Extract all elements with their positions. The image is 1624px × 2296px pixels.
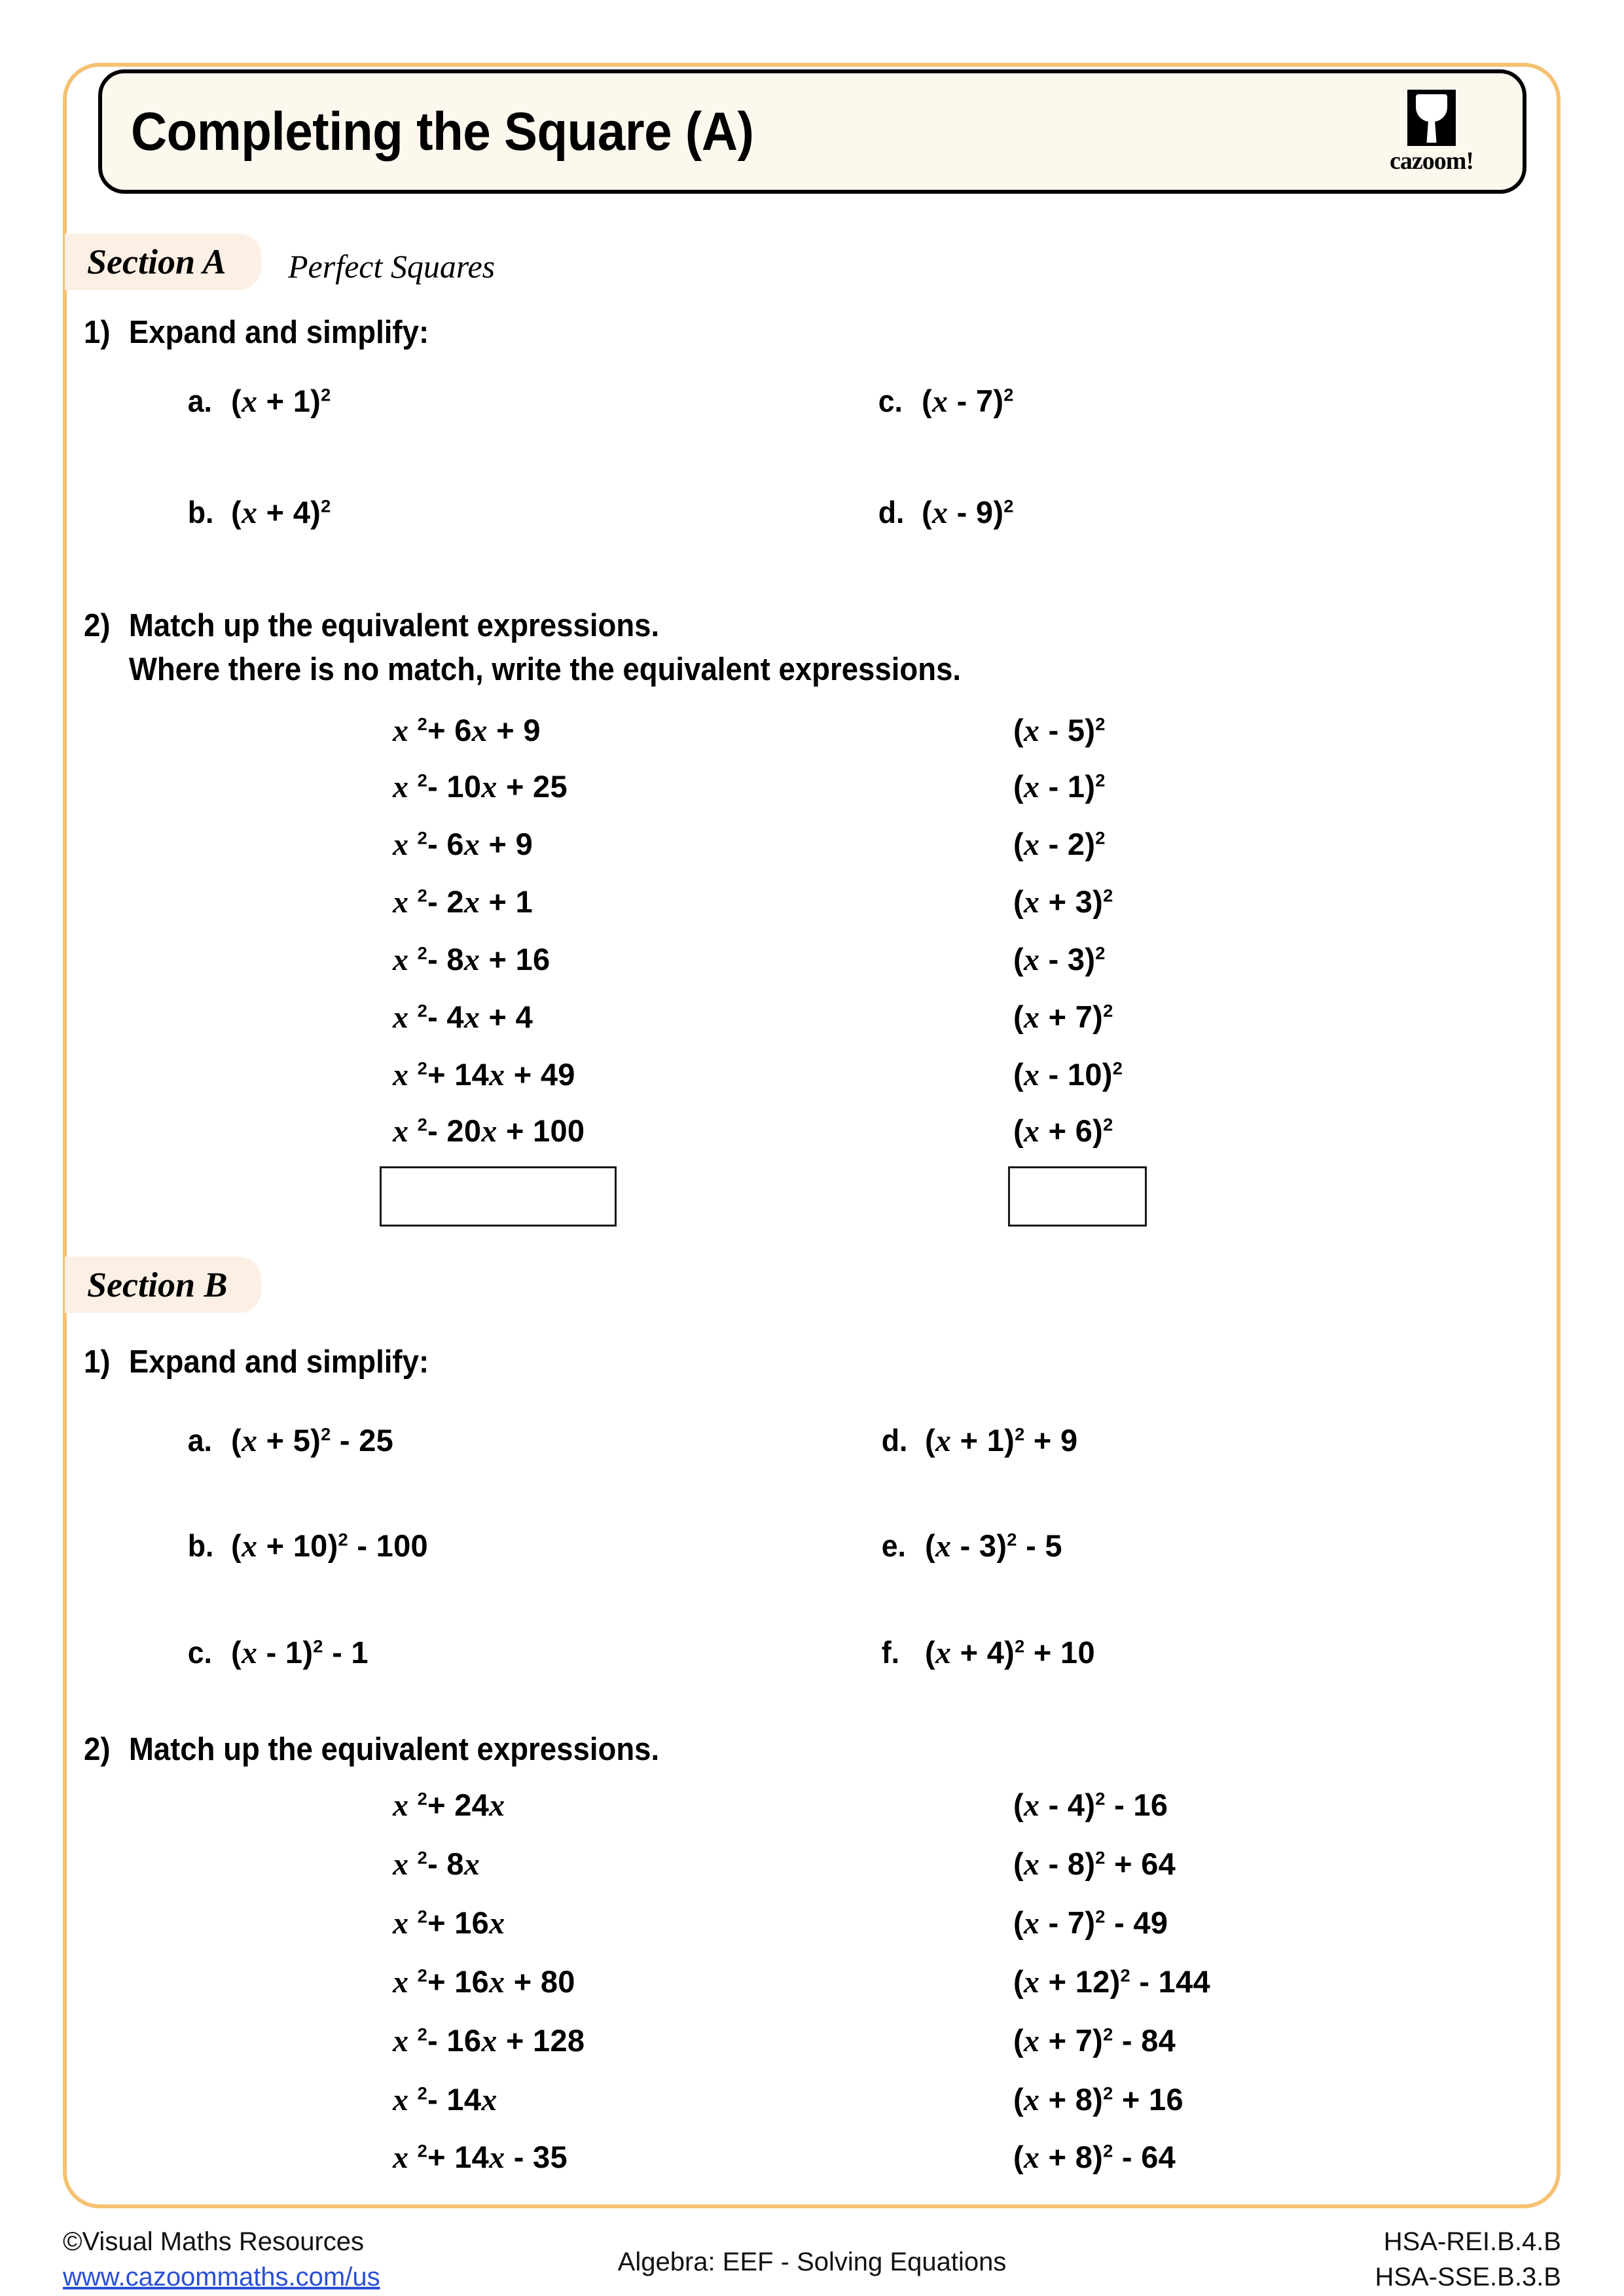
item-b1c bbox=[187, 1634, 369, 1671]
match-left-item: x $^2$+ 6x + 9 bbox=[393, 713, 541, 748]
item-letter: a. bbox=[187, 384, 212, 418]
standard-code-2: HSA-SSE.B.3.B bbox=[1375, 2263, 1561, 2291]
item-b1a bbox=[187, 1422, 393, 1459]
match-left-item: x $^2$- 10x + 25 bbox=[393, 769, 568, 804]
item-b1d bbox=[880, 1422, 1077, 1459]
answer-box-left[interactable] bbox=[380, 1166, 617, 1227]
match-left-item: x $^2$+ 24x bbox=[393, 1787, 505, 1823]
match-right-item: (x - 3)$^2$ bbox=[1013, 942, 1106, 977]
section-b-band bbox=[65, 1257, 261, 1313]
expression: $(x + 4)^2$ bbox=[231, 495, 331, 530]
match-left-item: x $^2$- 8x + 16 bbox=[393, 942, 550, 977]
match-left-item: x $^2$- 14x bbox=[393, 2082, 497, 2117]
cazoom-logo bbox=[1369, 90, 1494, 173]
item-letter: b. bbox=[187, 1528, 214, 1563]
question-number: 1) bbox=[84, 315, 111, 350]
item-letter: e. bbox=[881, 1528, 906, 1563]
question-number: 2) bbox=[84, 608, 111, 643]
match-left-item: x $^2$+ 16x + 80 bbox=[393, 1964, 575, 2000]
section-a-q2-prompt bbox=[84, 607, 659, 644]
match-right-item: (x - 8)$^2$ + 64 bbox=[1013, 1846, 1176, 1882]
logo-wordmark: cazoom! bbox=[1389, 147, 1474, 175]
cazoom-website-link[interactable]: www.cazoommaths.com/us bbox=[63, 2263, 380, 2291]
match-left-item: x $^2$- 2x + 1 bbox=[393, 884, 533, 920]
item-letter: c. bbox=[187, 1635, 212, 1670]
question-prompt-text: Expand and simplify: bbox=[128, 1344, 429, 1380]
expression: $(x + 1)^2 + 9$ bbox=[925, 1423, 1078, 1458]
question-prompt-text: Match up the equivalent expressions. bbox=[128, 1732, 660, 1767]
item-letter: a. bbox=[187, 1423, 212, 1458]
question-prompt-text: Match up the equivalent expressions. bbox=[128, 608, 660, 643]
item-b1f bbox=[880, 1634, 1095, 1671]
match-right-item: (x - 4)$^2$ - 16 bbox=[1013, 1787, 1168, 1823]
item-letter: b. bbox=[187, 495, 214, 529]
footer-standards bbox=[1375, 2224, 1561, 2295]
section-b-q1-prompt bbox=[84, 1344, 429, 1380]
match-right-item: $(x + 7)^2$ bbox=[1013, 999, 1113, 1035]
section-b-label: Section B bbox=[87, 1265, 228, 1304]
item-a1a bbox=[187, 383, 331, 420]
question-number: 1) bbox=[84, 1344, 111, 1380]
match-right-item: $(x + 8)^2 - 64$ bbox=[1013, 2140, 1176, 2175]
match-left-item: x $^2$- 6x + 9 bbox=[393, 827, 533, 862]
item-a1c bbox=[877, 383, 1014, 420]
match-left-item: x $^2$+ 16x bbox=[393, 1905, 505, 1941]
expression: $(x + 5)^2 - 25$ bbox=[231, 1423, 394, 1458]
expression: (x - 1)$^2$ - 1 bbox=[231, 1635, 369, 1670]
footer-topic: Algebra: EEF - Solving Equations bbox=[617, 2248, 1007, 2276]
item-letter: c. bbox=[878, 384, 903, 418]
item-letter: d. bbox=[881, 1423, 908, 1458]
item-a1d bbox=[877, 494, 1014, 531]
answer-box-right[interactable] bbox=[1008, 1166, 1147, 1227]
match-left-item: x $^2$- 4x + 4 bbox=[393, 999, 533, 1035]
expression: (x - 7)$^2$ bbox=[922, 384, 1014, 419]
match-right-item: (x - 5)$^2$ bbox=[1013, 713, 1106, 748]
item-letter: d. bbox=[878, 495, 905, 529]
section-a-label: Section A bbox=[87, 242, 226, 281]
expression: $(x + 10)^2 - 100$ bbox=[231, 1528, 428, 1564]
match-right-item: (x - 2)$^2$ bbox=[1013, 827, 1106, 862]
match-right-item: $(x + 7)^2 - 84$ bbox=[1013, 2023, 1176, 2058]
match-right-item: $(x + 6)^2$ bbox=[1013, 1113, 1113, 1149]
match-right-item: $(x + 12)^2 - 144$ bbox=[1013, 1964, 1210, 2000]
expression: (x - 3)$^2$ - 5 bbox=[925, 1528, 1062, 1564]
question-number: 2) bbox=[84, 1732, 111, 1767]
goblet-icon bbox=[1407, 90, 1456, 146]
question-prompt-text: Expand and simplify: bbox=[128, 315, 429, 350]
expression: $(x + 1)^2$ bbox=[231, 384, 331, 419]
section-a-q1-prompt bbox=[84, 314, 429, 351]
match-left-item: x $^2$+ 14x - 35 bbox=[393, 2140, 568, 2175]
match-right-item: (x - 7)$^2$ - 49 bbox=[1013, 1905, 1168, 1941]
section-a-subtitle: Perfect Squares bbox=[288, 248, 496, 285]
item-b1e bbox=[880, 1528, 1062, 1564]
match-left-item: x $^2$- 8x bbox=[393, 1846, 480, 1882]
item-a1b bbox=[187, 494, 331, 531]
item-b1b bbox=[187, 1528, 428, 1564]
expression: $(x + 4)^2 + 10$ bbox=[925, 1635, 1095, 1670]
standard-code-1: HSA-REI.B.4.B bbox=[1383, 2227, 1561, 2256]
match-left-item: x $^2$- 20x + 100 bbox=[393, 1113, 585, 1149]
match-right-item: $(x + 3)^2$ bbox=[1013, 884, 1113, 920]
worksheet-title-bar bbox=[98, 69, 1526, 194]
section-b-q2-prompt bbox=[84, 1731, 659, 1768]
match-right-item: (x - 10)$^2$ bbox=[1013, 1057, 1123, 1092]
expression: (x - 9)$^2$ bbox=[922, 495, 1014, 530]
copyright-text: ©Visual Maths Resources bbox=[63, 2227, 365, 2256]
item-letter: f. bbox=[881, 1635, 899, 1670]
question-prompt-text-2: Where there is no match, write the equivalent expressions. bbox=[128, 652, 962, 687]
match-right-item: $(x + 8)^2 + 16$ bbox=[1013, 2082, 1183, 2117]
page-footer bbox=[0, 2224, 1624, 2296]
section-a-q2-prompt-line2 bbox=[84, 651, 961, 688]
match-left-item: x $^2$+ 14x + 49 bbox=[393, 1057, 575, 1092]
match-right-item: (x - 1)$^2$ bbox=[1013, 769, 1106, 804]
page-title: Completing the Square (A) bbox=[131, 101, 754, 162]
section-a-band bbox=[65, 234, 261, 290]
match-left-item: x $^2$- 16x + 128 bbox=[393, 2023, 585, 2058]
